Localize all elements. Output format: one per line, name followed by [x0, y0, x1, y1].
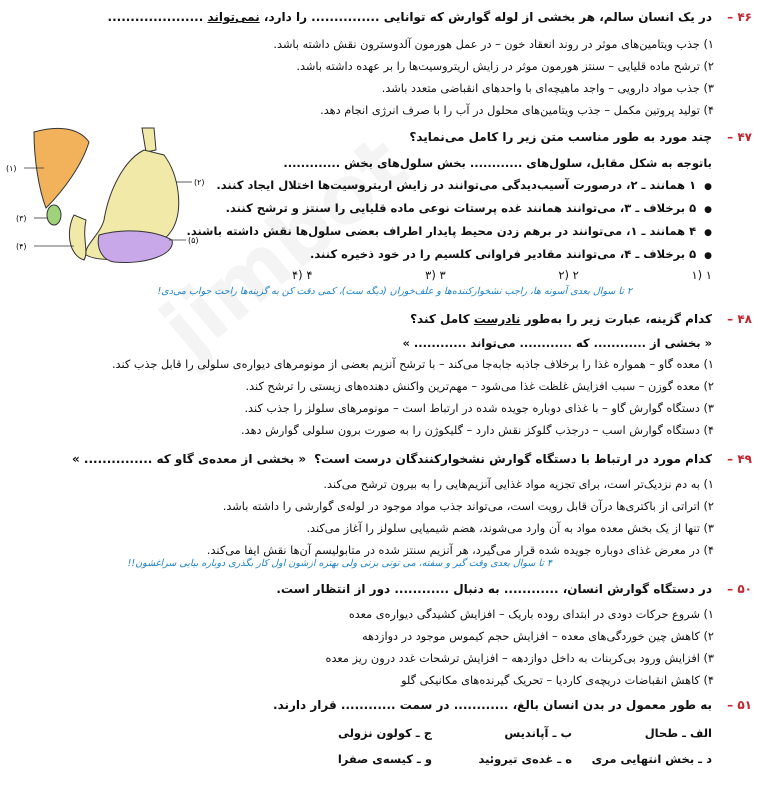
- question-50: [8, 582, 752, 692]
- question-46-header: [8, 10, 752, 28]
- answer-choices: [292, 268, 712, 286]
- pancreas-shape: [98, 231, 172, 263]
- option-1[interactable]: ۱) جذب ویتامین‌های موثر در روند انعقاد خون – در عمل هورمون آلدوسترون نقش داشته باشد.: [273, 38, 714, 51]
- statement-2: ● ۵ برخلاف ـ ۳، می‌توانند همانند غده پرستات نوعی ماده قلیایی را سنتز و ترشح کنند.: [8, 197, 752, 220]
- item-vav: و ـ کیسه‌ی صفرا: [337, 752, 432, 766]
- option-2[interactable]: ۲) اتراتی از باکتری‌ها درآن قابل رویت است، می‌تواند جذب مواد موجود در لوله‌ی گوارشی را داشته باشد.: [222, 500, 714, 513]
- question-text: به طور معمول در بدن انسان بالغ، ............ در سمت ............ قرار دارند.: [273, 698, 712, 712]
- question-number: ۵۰ –: [727, 582, 752, 596]
- question-49-header: [8, 452, 752, 470]
- question-text: در یک انسان سالم، هر بخشی از لوله گوارش که توانایی ............... را دارد، نمی‌تواند .....................: [107, 10, 712, 24]
- question-text: چند مورد به طور مناسب متن زیر را کامل می‌نماید؟: [409, 130, 712, 144]
- label-5: (۵): [188, 236, 199, 245]
- option-3[interactable]: ۳) جذب مواد دارویی – واجد ماهیچه‌ای با واحدهای انقباضی متعدد باشد.: [381, 82, 714, 95]
- option-1[interactable]: ۱) شروع حرکات دودی در ابتدای روده باریک – افزایش کشیدگی دیواره‌ی معده: [348, 608, 714, 621]
- option-4[interactable]: ۴) دستگاه گوارش اسب – درجذب گلوکز نقش دارد – گلیکوژن را به صورت برون سلولی گوارش دهد.: [241, 424, 714, 437]
- question-number: ۴۹ –: [727, 452, 752, 466]
- tip-note: ۴ تا سوال بعدی وقت گیر و سفته، می توتی بزنی ولی بهتره ازشون اول کار بگذری دوباره بیایی سراغشون!!: [127, 558, 552, 569]
- statement-1: ● ۱ همانند ـ ۲، درصورت آسیب‌دیدگی می‌توانند در زایش اریتروسیت‌ها اختلال ایجاد کنند.: [8, 174, 752, 197]
- question-51-items: [292, 720, 712, 772]
- gallbladder-shape: [47, 205, 61, 225]
- option-4[interactable]: ۴) کاهش انقباضات دریچه‌ی کاردیا – تحریک گیرنده‌های مکانیکی گلو: [401, 674, 714, 687]
- esophagus-shape: [142, 128, 156, 152]
- statement-4: ● ۵ برخلاف ـ ۴، می‌توانند مقادیر فراوانی کلسیم را در خود ذخیره کنند.: [8, 243, 752, 266]
- item-jim: ج ـ کولون نزولی: [337, 726, 432, 740]
- option-2[interactable]: ۲) ترشح ماده قلیایی – سنتز هورمون موثر در زایش اریتروسیت‌ها را بر عهده داشته باشد.: [296, 60, 714, 73]
- question-number: ۴۶ –: [727, 10, 752, 24]
- digestive-organs-svg: [4, 120, 214, 280]
- question-text: در دستگاه گوارش انسان، ............ به دنبال ............ دور از انتظار است.: [276, 582, 712, 596]
- option-3[interactable]: ۳) افزایش ورود بی‌کربنات به داخل دوازدهه – افزایش ترشحات غدد درون ریز معده: [325, 652, 714, 665]
- question-51-header: [8, 698, 752, 716]
- items-row-1: [292, 720, 712, 746]
- digestive-organs-diagram: [4, 120, 214, 280]
- question-number: ۴۷ –: [727, 130, 752, 144]
- option-1[interactable]: ۱) معده گاو – همواره غذا را برخلاف جاذبه جابه‌جا می‌کند – با ترشح آنزیم بعضی از مونومرهای دیواره‌ی سلولی را قابل جذب کند.: [111, 358, 714, 371]
- question-48: [8, 312, 752, 442]
- option-2[interactable]: ۲) کاهش چین خوردگی‌های معده – افزایش حجم کیموس موجود در دوازدهه: [361, 630, 714, 643]
- option-2[interactable]: ۲) معده گوزن – سبب افزایش غلظت غذا می‌شود – مهم‌ترین واکنش دهنده‌های زیستی را ترشح کند.: [245, 380, 714, 393]
- choice-2[interactable]: ۲) ۲: [558, 268, 579, 282]
- label-4: (۴): [16, 242, 27, 251]
- item-be: ب ـ آپاندیس: [504, 726, 572, 740]
- choice-1[interactable]: ۱) ۱: [691, 268, 712, 282]
- question-text: کدام گزینه، عبارت زیر را به‌طور نادرست کامل کند؟: [410, 312, 712, 326]
- question-50-header: [8, 582, 752, 600]
- question-subtext: « بخشی از ............ که ............ می‌تواند ............ »: [402, 336, 712, 350]
- question-number: ۵۱ –: [727, 698, 752, 712]
- statement-3: ● ۴ همانند ـ ۱، می‌توانند در برهم زدن محیط پایدار اطراف بعضی سلول‌ها نقش داشته باشند.: [8, 220, 752, 243]
- option-3[interactable]: ۳) دستگاه گوارش گاو – با غذای دوباره جویده شده در ارتباط است – مونومرهای سلولز را جذب کند.: [244, 402, 714, 415]
- label-1: (۱): [6, 164, 17, 173]
- tip-note: ۲ تا سوال بعدی آسونه ها، راجب نشخوارکننده‌ها و علف‌خوران (دیگه ست)، کمی دقت کن به گزینه‌ها راحت جواب می‌دی!: [157, 286, 632, 297]
- choice-4[interactable]: ۴) ۴: [292, 268, 313, 282]
- question-49: [8, 452, 752, 569]
- question-48-header: [8, 312, 752, 330]
- items-row-2: [292, 746, 712, 772]
- item-alef: الف ـ طحال: [644, 726, 712, 740]
- question-46: [8, 10, 752, 122]
- option-1[interactable]: ۱) به دم نزدیک‌تر است، برای تجزیه مواد غذایی آنزیم‌هایی را به بیرون ترشح می‌کند.: [323, 478, 714, 491]
- question-quote: « بخشی از معده‌ی گاو که ............... »: [72, 452, 307, 466]
- item-he: ه ـ غده‌ی تیروئید: [478, 752, 572, 766]
- question-number: ۴۸ –: [727, 312, 752, 326]
- label-3: (۳): [16, 214, 27, 223]
- choice-3[interactable]: ۳) ۳: [425, 268, 446, 282]
- question-text: کدام مورد در ارتباط با دستگاه گوارش نشخوارکنندگان درست است؟: [314, 452, 712, 466]
- item-dal: د ـ بخش انتهایی مری: [591, 752, 712, 766]
- duodenum-shape: [69, 215, 86, 260]
- option-4[interactable]: ۴) تولید پروتین مکمل – جذب ویتامین‌های محلول در آب را با صرف انرژی انجام دهد.: [320, 104, 714, 117]
- question-51: [8, 698, 752, 716]
- label-2: (۲): [194, 178, 205, 187]
- option-3[interactable]: ۳) تنها از یک بخش معده مواد به آن وارد می‌شوند، هضم شیمیایی سلولز را آغاز می‌کند.: [306, 522, 714, 535]
- option-4[interactable]: ۴) در معرض غذای دوباره جویده شده قرار می‌گیرد، هر آنزیم سنتز شده در متابولیسم آن‌ها نقش ایفا می‌کند.: [206, 544, 714, 557]
- question-subtext: باتوجه به شکل مقابل، سلول‌های ............ بخش سلول‌های بخش .............: [283, 156, 712, 170]
